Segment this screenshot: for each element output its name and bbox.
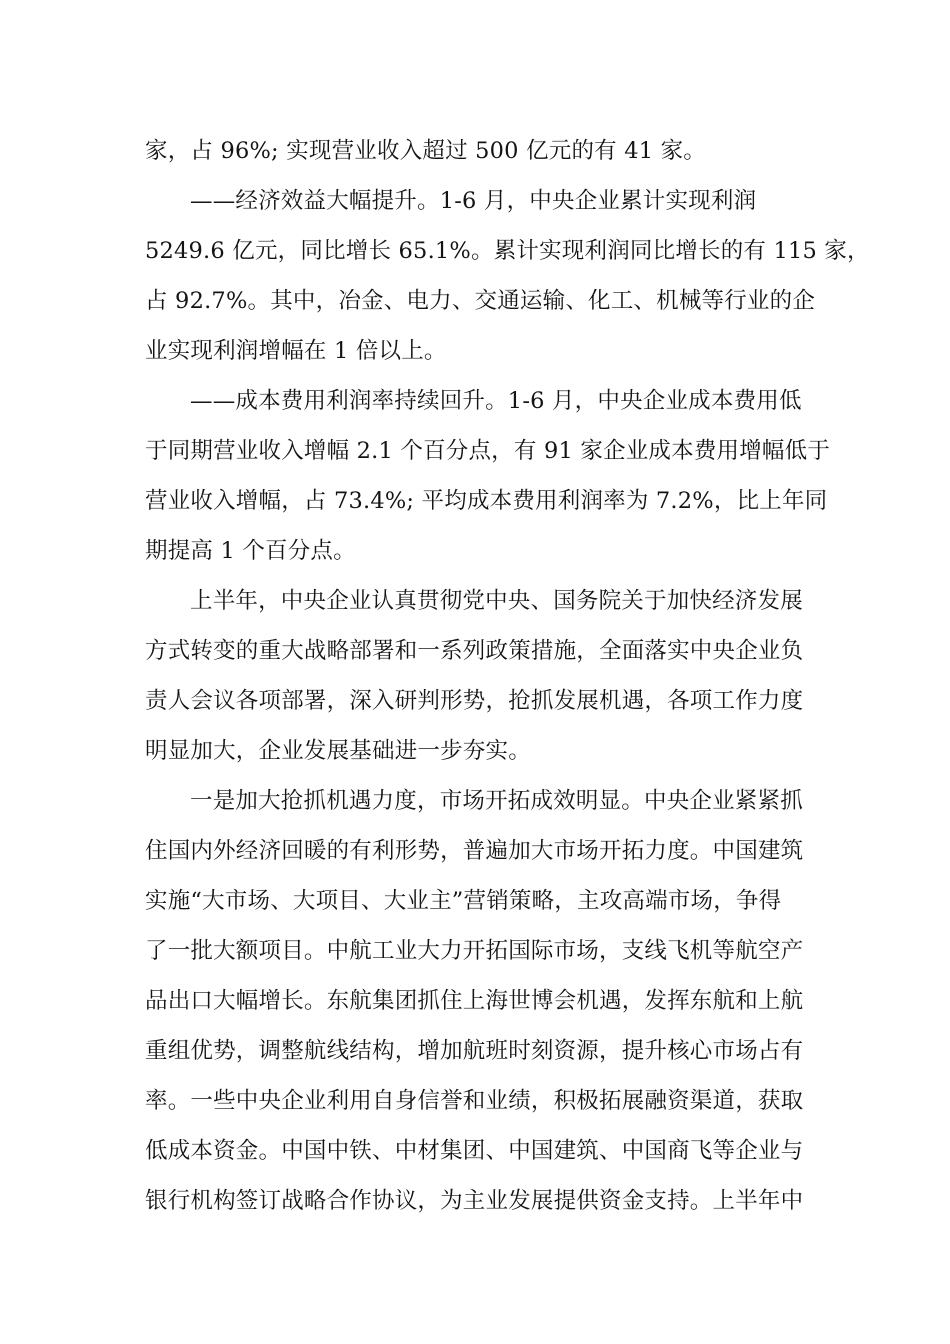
text-line: 了一批大额项目。中航工业大力开拓国际市场，支线飞机等航空产	[145, 938, 804, 964]
text-line: ——经济效益大幅提升。1-6 月，中央企业累计实现利润	[190, 188, 757, 214]
text-line: 上半年，中央企业认真贯彻党中央、国务院关于加快经济发展	[190, 588, 803, 614]
text-line: 品出口大幅增长。东航集团抓住上海世博会机遇，发挥东航和上航	[145, 988, 804, 1014]
text-line: 率。一些中央企业利用自身信誉和业绩，积极拓展融资渠道，获取	[145, 1088, 804, 1114]
text-line: 责人会议各项部署，深入研判形势，抢抓发展机遇，各项工作力度	[145, 688, 804, 714]
text-line: 于同期营业收入增幅 2.1 个百分点，有 91 家企业成本费用增幅低于	[145, 438, 831, 464]
text-line: 5249.6 亿元，同比增长 65.1%。累计实现利润同比增长的有 115 家，	[145, 238, 870, 264]
text-line: 家，占 96%; 实现营业收入超过 500 亿元的有 41 家。	[145, 138, 706, 164]
text-line: 占 92.7%。其中，冶金、电力、交通运输、化工、机械等行业的企	[145, 288, 816, 314]
text-line: 实施“大市场、大项目、大业主”营销策略，主攻高端市场，争得	[145, 888, 782, 914]
text-line: 期提高 1 个百分点。	[145, 538, 356, 564]
text-line: 重组优势，调整航线结构，增加航班时刻资源，提升核心市场占有	[145, 1038, 804, 1064]
text-line: 银行机构签订战略合作协议，为主业发展提供资金支持。上半年中	[145, 1188, 804, 1214]
text-line: 低成本资金。中国中铁、中材集团、中国建筑、中国商飞等企业与	[145, 1138, 804, 1164]
text-line: 住国内外经济回暖的有利形势，普遍加大市场开拓力度。中国建筑	[145, 838, 804, 864]
text-line: 营业收入增幅，占 73.4%; 平均成本费用利润率为 7.2%，比上年同	[145, 488, 828, 514]
text-line: 一是加大抢抓机遇力度，市场开拓成效明显。中央企业紧紧抓	[190, 788, 803, 814]
text-line: 方式转变的重大战略部署和一系列政策措施，全面落实中央企业负	[145, 638, 804, 664]
text-line: 业实现利润增幅在 1 倍以上。	[145, 338, 447, 364]
text-line: 明显加大，企业发展基础进一步夯实。	[145, 738, 531, 764]
text-line: ——成本费用利润率持续回升。1-6 月，中央企业成本费用低	[190, 388, 802, 414]
